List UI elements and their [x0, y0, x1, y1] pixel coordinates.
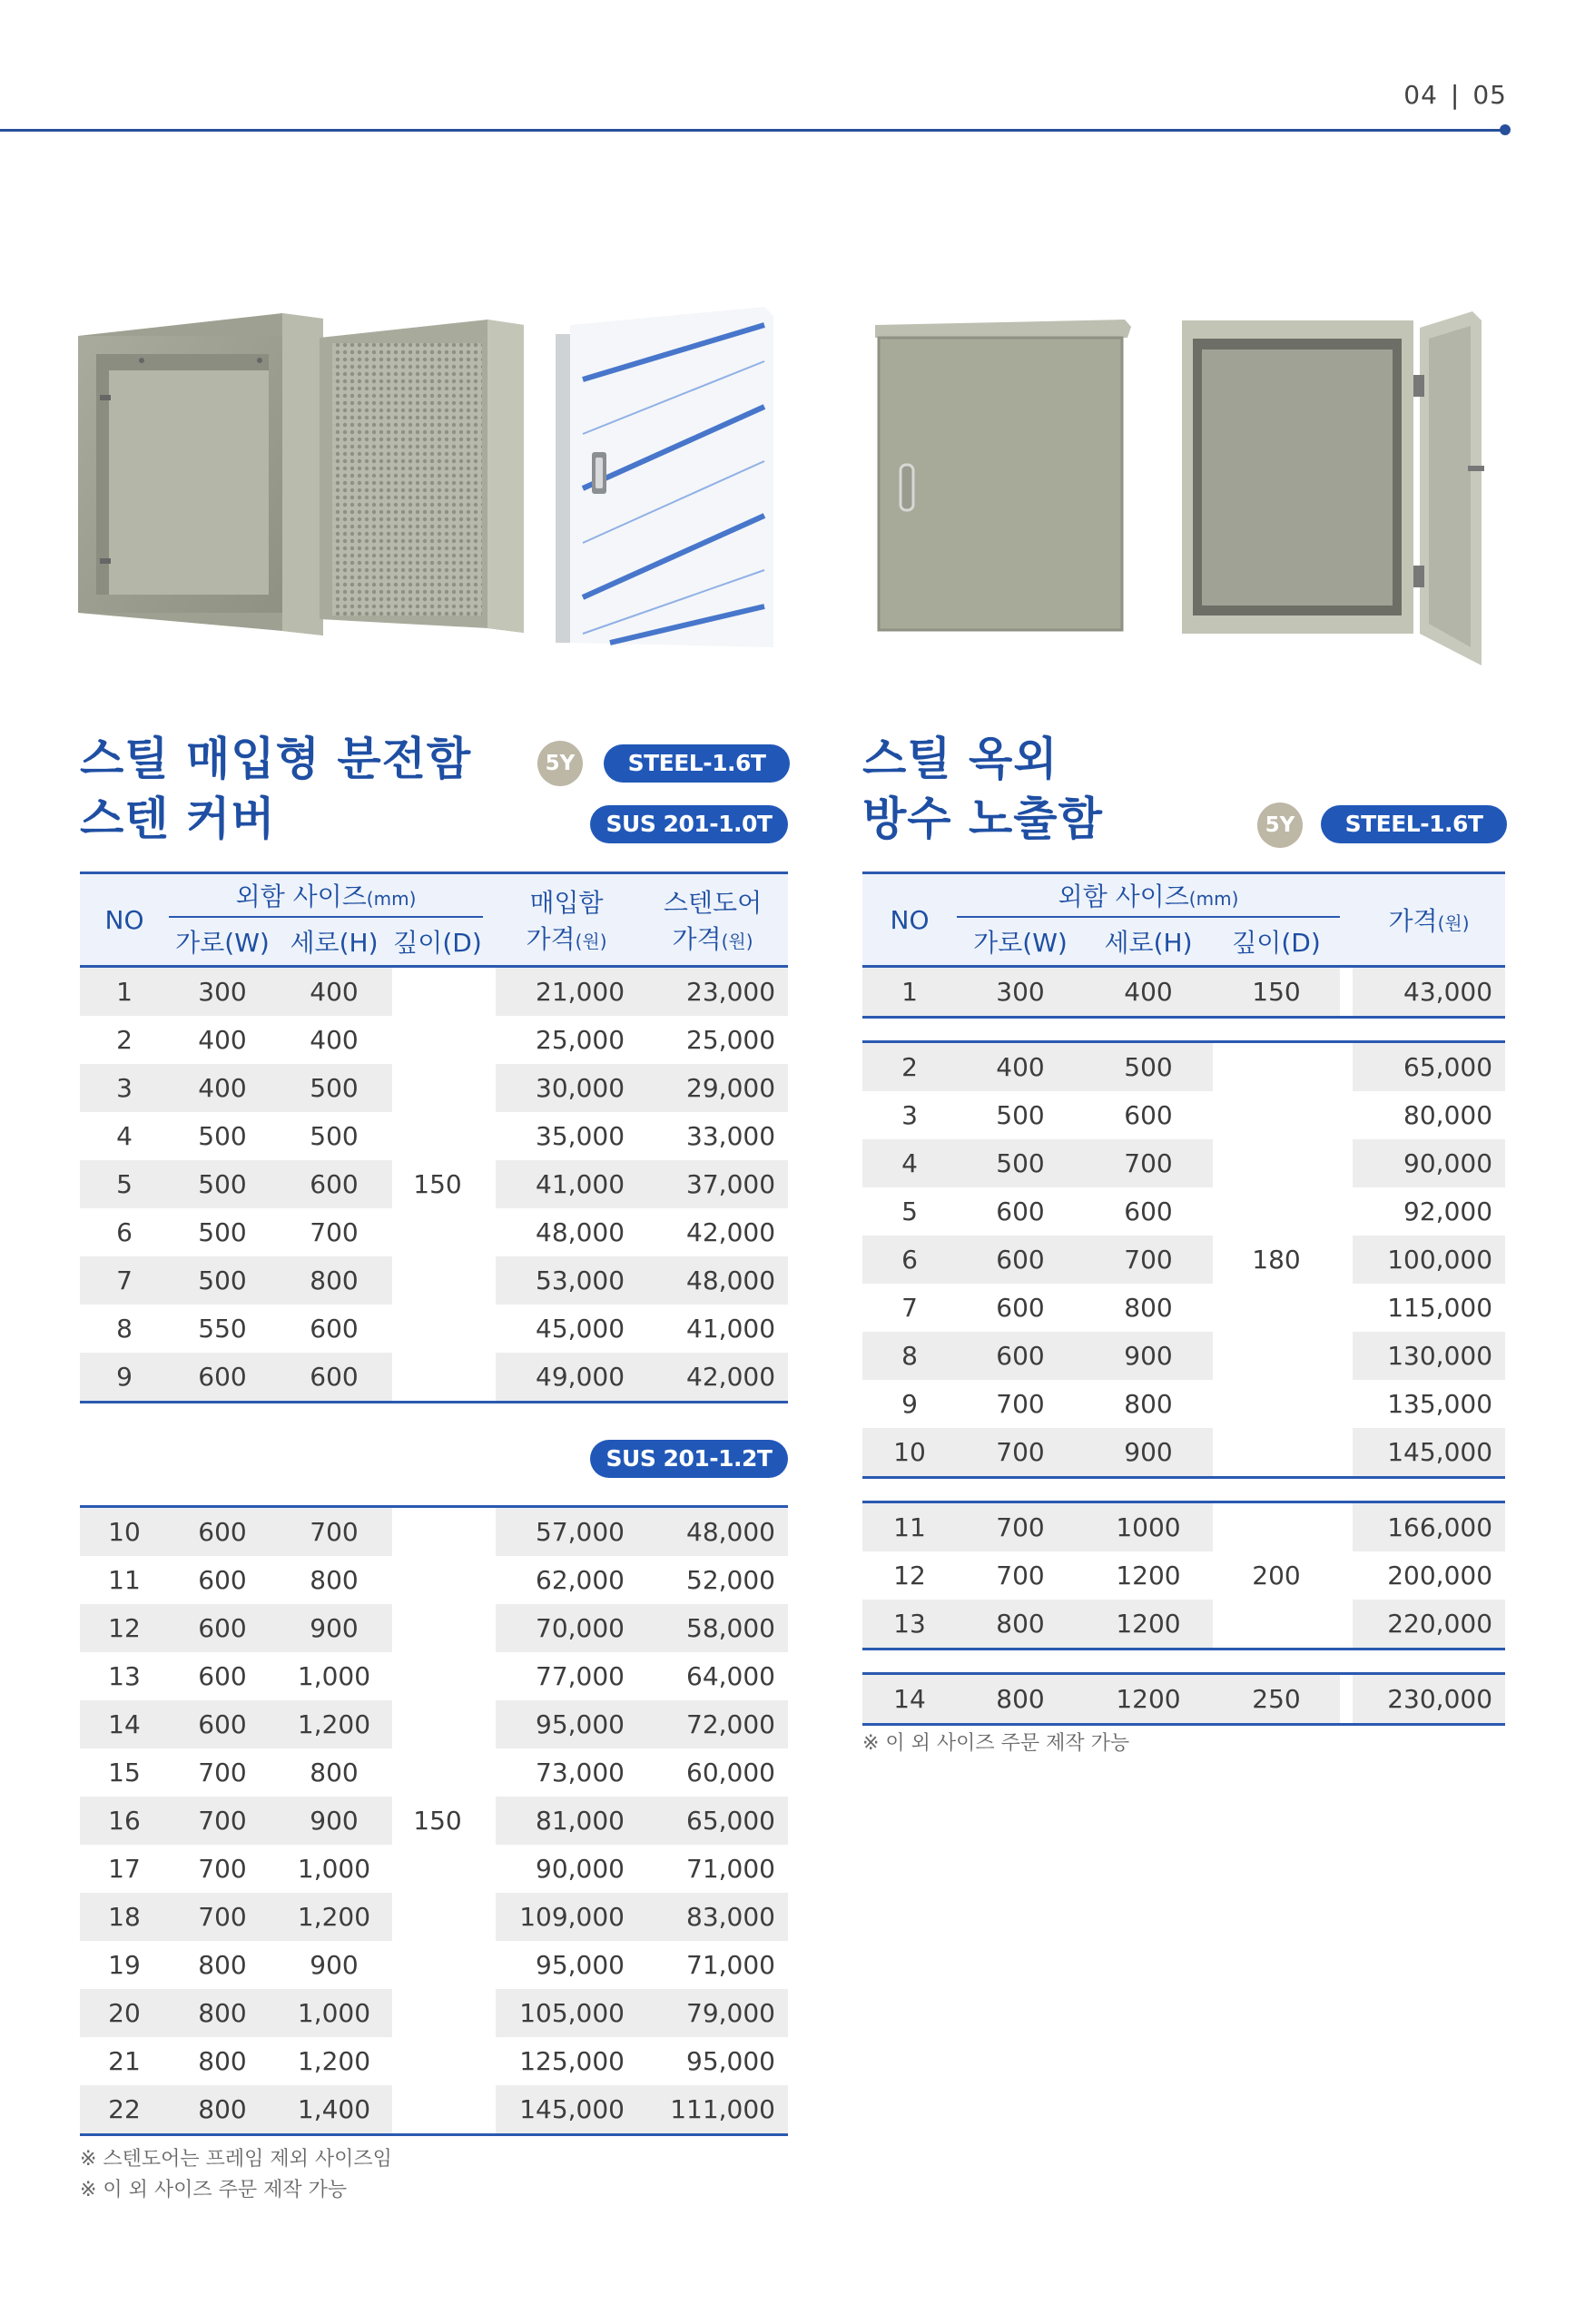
table-row: [862, 1551, 1505, 1600]
header-spacer: [483, 873, 496, 967]
cell-door-price: 25,000: [686, 1025, 776, 1055]
cell-flush-price: 25,000: [536, 1025, 625, 1055]
header-size-unit: (mm): [366, 888, 417, 910]
cell-no: 1: [862, 967, 957, 1018]
cell-height: 1,000: [297, 1854, 371, 1884]
group-gap-cell: [862, 1649, 1505, 1674]
cell-width: 500: [957, 1139, 1084, 1187]
cell-no: 18: [80, 1893, 169, 1941]
cell-spacer: [483, 1507, 496, 2135]
cell-no: 2: [862, 1042, 957, 1092]
left-section-title: [80, 729, 471, 849]
cell-spacer: [483, 967, 496, 1403]
cell-price: 145,000: [1353, 1428, 1505, 1478]
cell-door-price: 37,000: [637, 1160, 788, 1208]
cell-width: 600: [996, 1196, 1045, 1226]
cell-width: 700: [198, 1758, 247, 1787]
table-row: [80, 967, 788, 1017]
cell-flush-price: 57,000: [496, 1507, 637, 1557]
cell-no: 11: [862, 1502, 957, 1552]
cell-flush-price: 48,000: [536, 1217, 625, 1247]
table-row: [862, 1091, 1505, 1139]
table-row: [862, 1187, 1505, 1236]
cell-height: 1000: [1084, 1502, 1213, 1552]
cell-price: 135,000: [1387, 1389, 1493, 1419]
table-row: [862, 967, 1505, 1018]
left-title-line1: 스틸 매입형 분전함: [80, 733, 472, 785]
cell-width: 700: [169, 1893, 276, 1941]
cell-height: 1,200: [297, 2046, 371, 2076]
cell-height: 1200: [1116, 1561, 1181, 1590]
header-width: 가로(W): [169, 917, 276, 967]
table-row: [862, 1428, 1505, 1478]
cell-flush-price: 62,000: [536, 1565, 625, 1595]
cell-spacer: [1340, 1042, 1353, 1478]
cell-height: 1,200: [276, 1700, 392, 1748]
cell-height: 500: [310, 1121, 359, 1151]
cell-height: 600: [1124, 1196, 1173, 1226]
table-row: [862, 1042, 1505, 1092]
cell-flush-price: 21,000: [496, 967, 637, 1017]
cell-door-price: 65,000: [637, 1797, 788, 1845]
left-notes: [80, 2144, 392, 2206]
left-material-badge-steel: STEEL-1.6T: [604, 744, 790, 783]
group-gap: [862, 1018, 1505, 1042]
table-row: [862, 1380, 1505, 1428]
right-header-depth: 깊이(D): [1213, 917, 1340, 967]
header-flush-price-l2: 가격: [526, 924, 576, 954]
cell-height: 900: [1084, 1332, 1213, 1380]
cell-price: 166,000: [1353, 1502, 1505, 1552]
cell-depth: 150: [392, 1507, 483, 2135]
cell-width: 300: [169, 967, 276, 1017]
cell-width: 600: [169, 1604, 276, 1652]
cell-no: 13: [862, 1600, 957, 1649]
cell-height: 900: [1084, 1428, 1213, 1478]
cell-price: 92,000: [1403, 1196, 1493, 1226]
cell-no: 14: [862, 1674, 957, 1725]
cell-height: 800: [276, 1256, 392, 1305]
cell-width: 550: [198, 1314, 247, 1344]
right-header-size-group: [957, 873, 1340, 918]
cell-door-price: 48,000: [637, 1256, 788, 1305]
cell-flush-price: 145,000: [496, 2085, 637, 2135]
group-gap-cell: [862, 1478, 1505, 1502]
cell-width: 500: [198, 1121, 247, 1151]
cell-width: 400: [169, 1064, 276, 1112]
cell-width: 300: [957, 967, 1084, 1018]
cell-height: 700: [276, 1507, 392, 1557]
cell-spacer: [1340, 1674, 1353, 1725]
cell-price: 130,000: [1353, 1332, 1505, 1380]
cell-width: 400: [198, 1025, 247, 1055]
cell-flush-price: 105,000: [496, 1989, 637, 2037]
cell-no: 15: [108, 1758, 141, 1787]
cell-flush-price: 35,000: [536, 1121, 625, 1151]
cell-no: 16: [80, 1797, 169, 1845]
cell-price: 230,000: [1353, 1674, 1505, 1725]
cell-flush-price: 73,000: [536, 1758, 625, 1787]
cell-width: 700: [169, 1797, 276, 1845]
header-size-label: 외함 사이즈: [235, 881, 367, 911]
cell-no: 8: [862, 1332, 957, 1380]
cell-height: 500: [276, 1064, 392, 1112]
cell-width: 500: [169, 1160, 276, 1208]
header-no: NO: [80, 873, 169, 967]
cell-no: 10: [862, 1428, 957, 1478]
table-row: [862, 1139, 1505, 1187]
cell-height: 700: [1084, 1236, 1213, 1284]
cell-no: 12: [893, 1561, 926, 1590]
cell-height: 400: [310, 1025, 359, 1055]
cell-flush-price: 77,000: [536, 1661, 625, 1691]
cell-no: 6: [116, 1217, 133, 1247]
cell-no: 19: [108, 1950, 141, 1980]
cell-door-price: 23,000: [637, 967, 788, 1017]
page-number-divider: |: [1450, 80, 1461, 110]
cell-no: 3: [901, 1100, 918, 1130]
cell-width: 700: [957, 1502, 1084, 1552]
cell-width: 800: [957, 1674, 1084, 1725]
cell-price: 90,000: [1353, 1139, 1505, 1187]
left-note-1: ※ 스텐도어는 프레임 제외 사이즈임: [80, 2148, 392, 2171]
right-header-width: 가로(W): [957, 917, 1084, 967]
cell-width: 600: [169, 1507, 276, 1557]
left-price-table-2: [80, 1505, 788, 2136]
cell-no: 4: [862, 1139, 957, 1187]
cell-no: 8: [116, 1314, 133, 1344]
cell-height: 1200: [1084, 1600, 1213, 1649]
header-door-price: [637, 873, 788, 967]
cell-no: 5: [901, 1196, 918, 1226]
cell-height: 1,400: [276, 2085, 392, 2135]
cell-height: 1,200: [276, 1893, 392, 1941]
cell-height: 1,000: [297, 1661, 371, 1691]
cell-width: 600: [169, 1700, 276, 1748]
cell-door-price: 71,000: [686, 1854, 775, 1884]
header-door-price-l2: 가격: [672, 924, 722, 954]
cell-width: 700: [996, 1389, 1045, 1419]
cell-price: 220,000: [1353, 1600, 1505, 1649]
page-number-right: 05: [1472, 80, 1507, 110]
cell-width: 600: [957, 1332, 1084, 1380]
header-door-won: (원): [721, 931, 753, 952]
cell-no: 17: [108, 1854, 141, 1884]
group-gap: [862, 1649, 1505, 1674]
cell-door-price: 42,000: [637, 1353, 788, 1403]
cell-height: 900: [276, 1604, 392, 1652]
cell-door-price: 60,000: [686, 1758, 775, 1787]
cell-door-price: 72,000: [637, 1700, 788, 1748]
right-header-no: NO: [862, 873, 957, 967]
header-flush-price-l1: 매입함: [529, 888, 604, 918]
cell-width: 800: [198, 1950, 247, 1980]
cell-door-price: 83,000: [637, 1893, 788, 1941]
cell-depth: 180: [1213, 1042, 1340, 1478]
cell-no: 21: [108, 2046, 141, 2076]
cell-height: 600: [1124, 1100, 1173, 1130]
cell-flush-price: 81,000: [496, 1797, 637, 1845]
right-price-table: [862, 872, 1505, 1726]
page-number: [1380, 80, 1507, 110]
cell-price: 65,000: [1353, 1042, 1505, 1092]
cell-flush-price: 53,000: [496, 1256, 637, 1305]
cell-no: 11: [108, 1565, 141, 1595]
right-header-height: 세로(H): [1084, 917, 1213, 967]
cell-door-price: 64,000: [686, 1661, 775, 1691]
cell-no: 2: [116, 1025, 133, 1055]
cell-width: 800: [169, 2085, 276, 2135]
outdoor-box-open-photo: [1182, 311, 1486, 670]
stainless-door-photo: [556, 307, 773, 652]
cell-height: 800: [310, 1565, 359, 1595]
cell-width: 700: [996, 1561, 1045, 1590]
cell-height: 400: [1084, 967, 1213, 1018]
cell-price: 200,000: [1387, 1561, 1493, 1590]
cell-no: 7: [80, 1256, 169, 1305]
cell-price: 80,000: [1403, 1100, 1493, 1130]
cell-depth: 150: [392, 967, 483, 1403]
right-header-won: (원): [1437, 912, 1470, 934]
cell-door-price: 58,000: [637, 1604, 788, 1652]
cell-width: 500: [198, 1217, 247, 1247]
cell-flush-price: 109,000: [496, 1893, 637, 1941]
cell-width: 600: [957, 1236, 1084, 1284]
right-notes: [862, 1728, 1129, 1759]
flush-box-perforated-cover-photo: [320, 320, 524, 635]
group-gap: [862, 1478, 1505, 1502]
header-flush-price: [496, 873, 637, 967]
cell-flush-price: 41,000: [496, 1160, 637, 1208]
right-header-price: [1353, 873, 1505, 967]
cell-price: 115,000: [1387, 1293, 1493, 1323]
cell-depth: 200: [1213, 1502, 1340, 1649]
table-row: [862, 1502, 1505, 1552]
cell-door-price: 48,000: [637, 1507, 788, 1557]
cell-door-price: 41,000: [686, 1314, 776, 1344]
cell-no: 3: [80, 1064, 169, 1112]
right-title-line2: 방수 노출함: [862, 793, 1103, 845]
left-title-line2: 스텐 커버: [80, 793, 276, 845]
cell-width: 800: [957, 1600, 1084, 1649]
cell-width: 700: [957, 1428, 1084, 1478]
cell-door-price: 71,000: [686, 1950, 775, 1980]
cell-spacer: [1340, 1502, 1353, 1649]
right-title-line1: 스틸 옥외: [862, 733, 1058, 785]
header-rule-dot: [1500, 124, 1511, 135]
table-row: [862, 1284, 1505, 1332]
cell-height: 600: [276, 1353, 392, 1403]
right-section-title: [862, 729, 1103, 849]
header-rule: [0, 129, 1505, 132]
left-warranty-badge: 5Y: [537, 741, 583, 786]
cell-no: 9: [80, 1353, 169, 1403]
cell-width: 800: [198, 2046, 247, 2076]
left-material-badge-sus10: SUS 201-1.0T: [590, 805, 788, 843]
cell-flush-price: 30,000: [496, 1064, 637, 1112]
cell-height: 900: [310, 1950, 359, 1980]
right-material-badge-steel: STEEL-1.6T: [1321, 805, 1507, 843]
left-note-2: ※ 이 외 사이즈 주문 제작 가능: [80, 2179, 348, 2201]
cell-height: 700: [1084, 1139, 1213, 1187]
table-row: [862, 1332, 1505, 1380]
header-door-price-l1: 스텐도어: [663, 888, 763, 918]
cell-price: 43,000: [1353, 967, 1505, 1018]
cell-no: 20: [80, 1989, 169, 2037]
right-warranty-badge: 5Y: [1257, 803, 1303, 848]
cell-depth: 150: [1213, 967, 1340, 1018]
cell-no: 9: [901, 1389, 918, 1419]
cell-height: 600: [310, 1314, 359, 1344]
cell-width: 600: [198, 1661, 247, 1691]
cell-spacer: [1340, 967, 1353, 1018]
table-row: [80, 1507, 788, 1557]
cell-no: 4: [116, 1121, 133, 1151]
right-header-spacer: [1340, 873, 1353, 967]
cell-height: 700: [310, 1217, 359, 1247]
cell-width: 800: [169, 1989, 276, 2037]
cell-flush-price: 49,000: [496, 1353, 637, 1403]
cell-door-price: 95,000: [686, 2046, 775, 2076]
left-material-badge-sus12: SUS 201-1.2T: [590, 1440, 788, 1478]
cell-door-price: 52,000: [686, 1565, 775, 1595]
right-header-price-label: 가격: [1388, 906, 1438, 936]
cell-height: 500: [1084, 1042, 1213, 1092]
cell-flush-price: 95,000: [496, 1700, 637, 1748]
outdoor-box-closed-photo: [875, 320, 1131, 633]
group-gap-cell: [862, 1018, 1505, 1042]
table-row: [862, 1236, 1505, 1284]
cell-height: 900: [276, 1797, 392, 1845]
cell-flush-price: 125,000: [519, 2046, 625, 2076]
cell-door-price: 79,000: [637, 1989, 788, 2037]
cell-width: 400: [957, 1042, 1084, 1092]
cell-width: 600: [198, 1565, 247, 1595]
cell-no: 22: [80, 2085, 169, 2135]
cell-no: 1: [80, 967, 169, 1017]
left-price-table-1: [80, 872, 788, 1403]
right-header-size-label: 외함 사이즈: [1058, 881, 1189, 911]
cell-height: 800: [1124, 1389, 1173, 1419]
cell-price: 100,000: [1353, 1236, 1505, 1284]
cell-no: 13: [108, 1661, 141, 1691]
header-size-group: [169, 873, 483, 918]
cell-height: 400: [276, 967, 392, 1017]
page-number-left: 04: [1403, 80, 1438, 110]
cell-flush-price: 45,000: [536, 1314, 625, 1344]
cell-height: 600: [276, 1160, 392, 1208]
cell-no: 14: [80, 1700, 169, 1748]
cell-height: 800: [1124, 1293, 1173, 1323]
cell-depth: 250: [1213, 1674, 1340, 1725]
table-row: [862, 1600, 1505, 1649]
header-flush-won: (원): [575, 931, 607, 952]
cell-door-price: 29,000: [637, 1064, 788, 1112]
cell-door-price: 33,000: [686, 1121, 776, 1151]
cell-width: 500: [169, 1256, 276, 1305]
cell-height: 1,000: [276, 1989, 392, 2037]
header-height: 세로(H): [276, 917, 392, 967]
cell-flush-price: 70,000: [496, 1604, 637, 1652]
cell-no: 5: [80, 1160, 169, 1208]
cell-no: 10: [80, 1507, 169, 1557]
cell-width: 700: [198, 1854, 247, 1884]
cell-door-price: 42,000: [686, 1217, 776, 1247]
cell-no: 6: [862, 1236, 957, 1284]
right-note-1: ※ 이 외 사이즈 주문 제작 가능: [862, 1732, 1130, 1755]
cell-flush-price: 95,000: [536, 1950, 625, 1980]
table-row: [862, 1674, 1505, 1725]
cell-flush-price: 90,000: [536, 1854, 625, 1884]
cell-width: 600: [996, 1293, 1045, 1323]
cell-no: 12: [80, 1604, 169, 1652]
cell-height: 1200: [1084, 1674, 1213, 1725]
cell-no: 7: [901, 1293, 918, 1323]
cell-height: 800: [310, 1758, 359, 1787]
flush-box-frame-photo: [78, 313, 332, 640]
right-header-size-unit: (mm): [1188, 888, 1239, 910]
header-depth: 깊이(D): [392, 917, 483, 967]
cell-door-price: 111,000: [637, 2085, 788, 2135]
cell-width: 500: [996, 1100, 1045, 1130]
cell-width: 600: [169, 1353, 276, 1403]
